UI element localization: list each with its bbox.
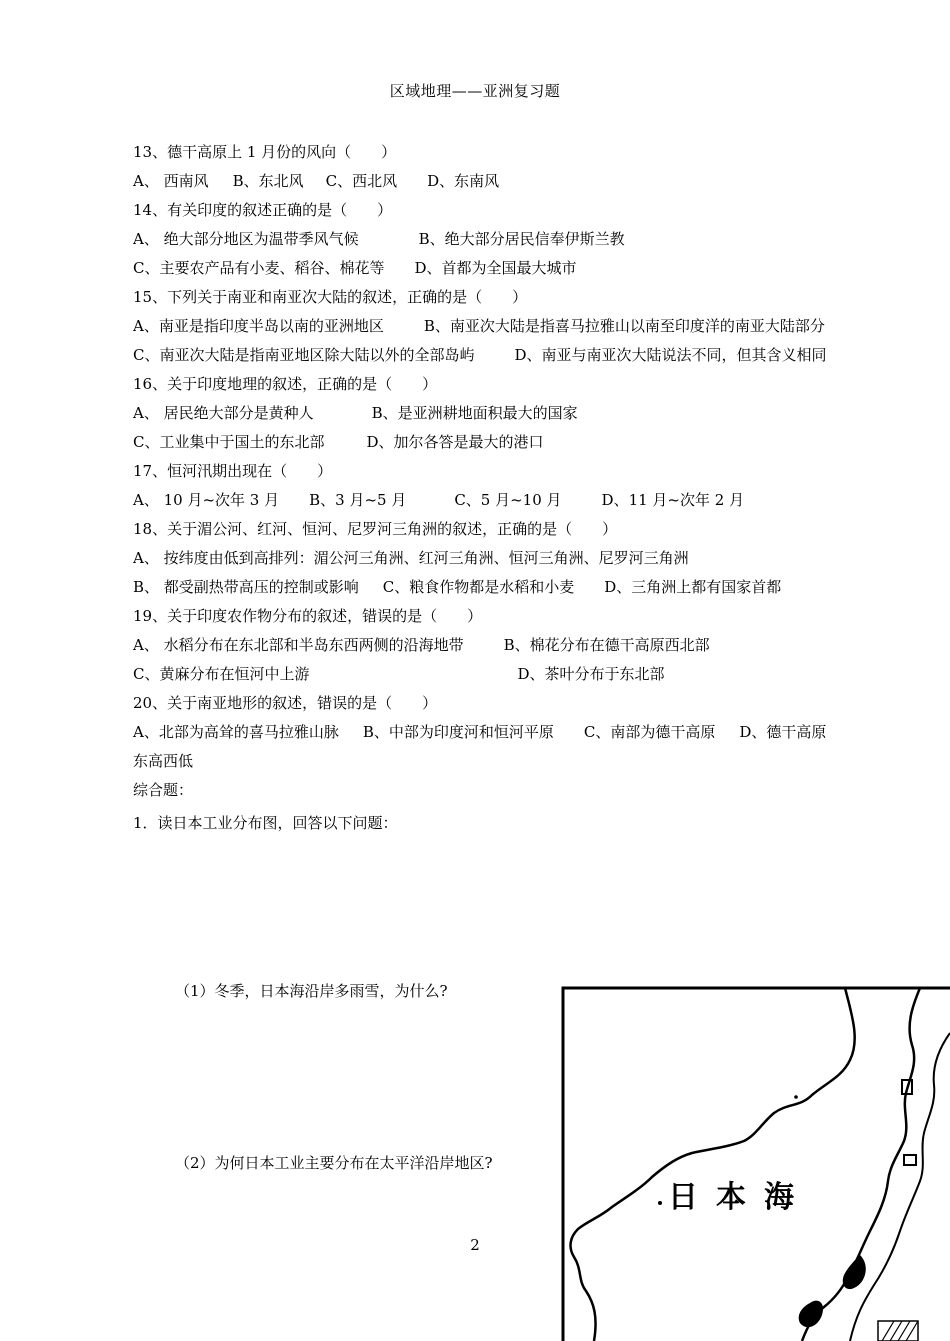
option-d: D、11 月~次年 2 月 bbox=[601, 491, 745, 509]
comprehensive-heading: 综合题： bbox=[133, 781, 194, 799]
peninsula bbox=[843, 1255, 866, 1289]
option-a: A、北部为高耸的喜马拉雅山脉 bbox=[133, 723, 339, 741]
question-20-options bbox=[133, 718, 833, 776]
question-16-options-row2 bbox=[133, 428, 833, 457]
sea-label: 日本海 bbox=[668, 1180, 812, 1215]
map-dot bbox=[794, 1095, 798, 1099]
option-b: B、绝大部分居民信奉伊斯兰教 bbox=[418, 230, 625, 248]
question-18-option-a: A、 按纬度由低到高排列：湄公河三角洲、红河三角洲、恒河三角洲、尼罗河三角洲 bbox=[133, 549, 689, 567]
question-17-stem: 17、恒河汛期出现在（ ） bbox=[133, 462, 333, 480]
question-18-stem: 18、关于湄公河、红河、恒河、尼罗河三角洲的叙述，正确的是（ ） bbox=[133, 520, 618, 538]
question-20-stem: 20、关于南亚地形的叙述，错误的是（ ） bbox=[133, 694, 438, 712]
question-13-options bbox=[133, 167, 833, 196]
continent-coastline bbox=[571, 988, 855, 1341]
option-b: B、东北风 bbox=[232, 172, 304, 190]
option-c: C、5 月~10 月 bbox=[454, 491, 562, 509]
question-15-options-row1 bbox=[133, 312, 833, 341]
question-list bbox=[133, 138, 833, 838]
question-18-options-row2 bbox=[133, 573, 833, 602]
option-a: A、 水稻分布在东北部和半岛东西两侧的沿海地带 bbox=[133, 636, 464, 654]
option-c: C、粮食作物都是水稻和小麦 bbox=[382, 578, 575, 596]
option-d: D、首都为全国最大城市 bbox=[414, 259, 577, 277]
option-a: A、 西南风 bbox=[133, 172, 209, 190]
japan-coastline-inner bbox=[850, 1033, 950, 1341]
island bbox=[799, 1301, 823, 1328]
page-title: 区域地理——亚洲复习题 bbox=[389, 82, 561, 100]
option-c: C、工业集中于国土的东北部 bbox=[133, 433, 325, 451]
option-d: D、南亚与南亚次大陆说法不同，但其含义相同 bbox=[514, 346, 827, 364]
question-19-stem: 19、关于印度农作物分布的叙述，错误的是（ ） bbox=[133, 607, 483, 625]
question-19-options-row1 bbox=[133, 631, 833, 660]
option-b: B、3 月~5 月 bbox=[309, 491, 407, 509]
option-d: D、德干高原东高西低 bbox=[133, 723, 827, 770]
comprehensive-q1-stem: 1．读日本工业分布图，回答以下问题： bbox=[133, 814, 398, 832]
question-19-options-row2 bbox=[133, 660, 833, 689]
sub-question-1: （1）冬季，日本海沿岸多雨雪，为什么? bbox=[175, 982, 448, 1000]
question-15-options-row2 bbox=[133, 341, 833, 370]
option-a: A、南亚是指印度半岛以南的亚洲地区 bbox=[133, 317, 384, 335]
question-16-options-row1 bbox=[133, 399, 833, 428]
page-number: 2 bbox=[470, 1236, 480, 1254]
japan-coastline bbox=[802, 988, 920, 1341]
question-14-options-row1 bbox=[133, 225, 833, 254]
hatched-area bbox=[878, 1321, 918, 1341]
question-13-stem: 13、德干高原上 1 月份的风向（ ） bbox=[133, 143, 397, 161]
map-dot bbox=[658, 1201, 662, 1205]
option-c: C、西北风 bbox=[325, 172, 398, 190]
question-14-stem: 14、有关印度的叙述正确的是（ ） bbox=[133, 201, 393, 219]
option-d: D、三角洲上都有国家首都 bbox=[604, 578, 782, 596]
option-a: A、 居民绝大部分是黄种人 bbox=[133, 404, 314, 422]
option-b: B、 都受副热带高压的控制或影响 bbox=[133, 578, 359, 596]
question-16-stem: 16、关于印度地理的叙述，正确的是（ ） bbox=[133, 375, 438, 393]
option-c: C、黄麻分布在恒河中上游 bbox=[133, 665, 310, 683]
option-b: B、南亚次大陆是指喜马拉雅山以南至印度洋的南亚大陆部分 bbox=[423, 317, 825, 335]
option-a: A、 10 月~次年 3 月 bbox=[133, 491, 280, 509]
japan-industry-map bbox=[560, 985, 950, 1341]
option-d: D、加尔各答是最大的港口 bbox=[366, 433, 544, 451]
option-b: B、中部为印度河和恒河平原 bbox=[362, 723, 554, 741]
question-14-options-row2 bbox=[133, 254, 833, 283]
option-d: D、东南风 bbox=[427, 172, 500, 190]
option-d: D、茶叶分布于东北部 bbox=[517, 665, 665, 683]
question-15-stem: 15、下列关于南亚和南亚次大陆的叙述，正确的是（ ） bbox=[133, 288, 528, 306]
sub-question-2: （2）为何日本工业主要分布在太平洋沿岸地区? bbox=[175, 1154, 493, 1172]
option-a: A、 绝大部分地区为温带季风气候 bbox=[133, 230, 359, 248]
option-c: C、主要农产品有小麦、稻谷、棉花等 bbox=[133, 259, 385, 277]
industrial-zone-2 bbox=[904, 1155, 916, 1165]
question-17-options bbox=[133, 486, 833, 515]
option-c: C、南亚次大陆是指南亚地区除大陆以外的全部岛屿 bbox=[133, 346, 475, 364]
option-c: C、南部为德干高原 bbox=[583, 723, 716, 741]
option-b: B、是亚洲耕地面积最大的国家 bbox=[371, 404, 578, 422]
option-b: B、棉花分布在德干高原西北部 bbox=[503, 636, 710, 654]
map-drawing bbox=[560, 985, 950, 1341]
